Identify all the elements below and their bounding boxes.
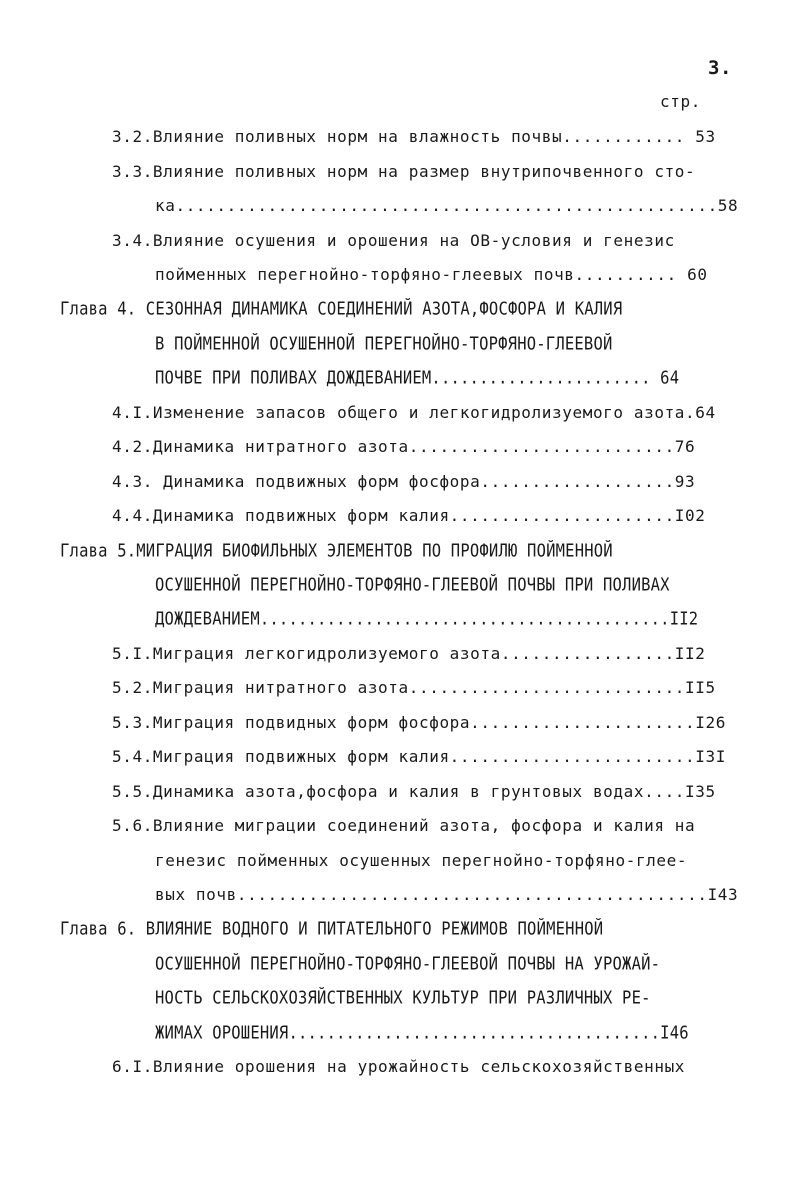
chapter-heading-continuation: ЖИМАХ ОРОШЕНИЯ.......................................I46 [155,1022,689,1044]
toc-entry-continuation: пойменных перегнойно-торфяно-глеевых почв.......... 60 [155,265,708,284]
toc-entry: 5.6.Влияние миграции соединений азота, фосфора и калия на [112,816,696,835]
chapter-heading: Глава 5.МИГРАЦИЯ БИОФИЛЬНЫХ ЭЛЕМЕНТОВ ПО ПРОФИЛЮ ПОЙМЕННОЙ [60,540,613,562]
chapter-heading: Глава 4. СЕЗОННАЯ ДИНАМИКА СОЕДИНЕНИЙ АЗОТА,ФОСФОРА И КАЛИЯ [60,298,623,320]
toc-entry: 5.4.Миграция подвижных форм калия........................I3I [112,747,726,766]
toc-entry: 3.2.Влияние поливных норм на влажность почвы............ 53 [112,127,716,146]
toc-entry: 4.3. Динамика подвижных форм фосфора...................93 [112,472,696,491]
chapter-heading-continuation: ДОЖДЕВАНИЕМ...........................................II2 [155,608,699,630]
toc-entry: 5.2.Миграция нитратного азота...........................II5 [112,678,716,697]
toc-entry: 5.5.Динамика азота,фосфора и калия в грунтовых водах....I35 [112,782,716,801]
chapter-heading-continuation: ПОЧВЕ ПРИ ПОЛИВАХ ДОЖДЕВАНИЕМ....................... 64 [155,367,680,389]
chapter-heading-continuation: НОСТЬ СЕЛЬСКОХОЗЯЙСТВЕННЫХ КУЛЬТУР ПРИ РАЗЛИЧНЫХ РЕ- [155,987,651,1009]
toc-entry: 6.I.Влияние орошения на урожайность сельскохозяйственных [112,1057,686,1076]
toc-entry: 4.I.Изменение запасов общего и легкогидролизуемого азота.64 [112,403,716,422]
page-number: 3. [708,57,733,79]
toc-entry: 3.3.Влияние поливных норм на размер внутрипочвенного сто- [112,162,696,181]
toc-entry: 4.4.Динамика подвижных форм калия......................I02 [112,506,706,525]
chapter-heading: Глава 6. ВЛИЯНИЕ ВОДНОГО И ПИТАТЕЛЬНОГО РЕЖИМОВ ПОЙМЕННОЙ [60,918,604,940]
toc-entry: 3.4.Влияние осушения и орошения на ОВ-условия и генезис [112,231,675,250]
toc-entry: 5.I.Миграция легкогидролизуемого азота.................II2 [112,644,706,663]
toc-entry-continuation: генезис пойменных осушенных перегнойно-торфяно-глее- [155,851,688,870]
toc-entry-continuation: вых почв..............................................I43 [155,885,739,904]
chapter-heading-continuation: ОСУШЕННОЙ ПЕРЕГНОЙНО-ТОРФЯНО-ГЛЕЕВОЙ ПОЧВЫ НА УРОЖАЙ- [155,953,661,975]
page-column-label: стр. [660,92,701,111]
toc-entry: 5.3.Миграция подвидных форм фосфора......................I26 [112,713,726,732]
chapter-heading-continuation: ОСУШЕННОЙ ПЕРЕГНОЙНО-ТОРФЯНО-ГЛЕЕВОЙ ПОЧВЫ ПРИ ПОЛИВАХ [155,574,670,596]
toc-entry: 4.2.Динамика нитратного азота..........................76 [112,437,696,456]
toc-entry-continuation: ка.....................................................58 [155,196,739,215]
chapter-heading-continuation: В ПОЙМЕННОЙ ОСУШЕННОЙ ПЕРЕГНОЙНО-ТОРФЯНО-ГЛЕЕВОЙ [155,333,613,355]
